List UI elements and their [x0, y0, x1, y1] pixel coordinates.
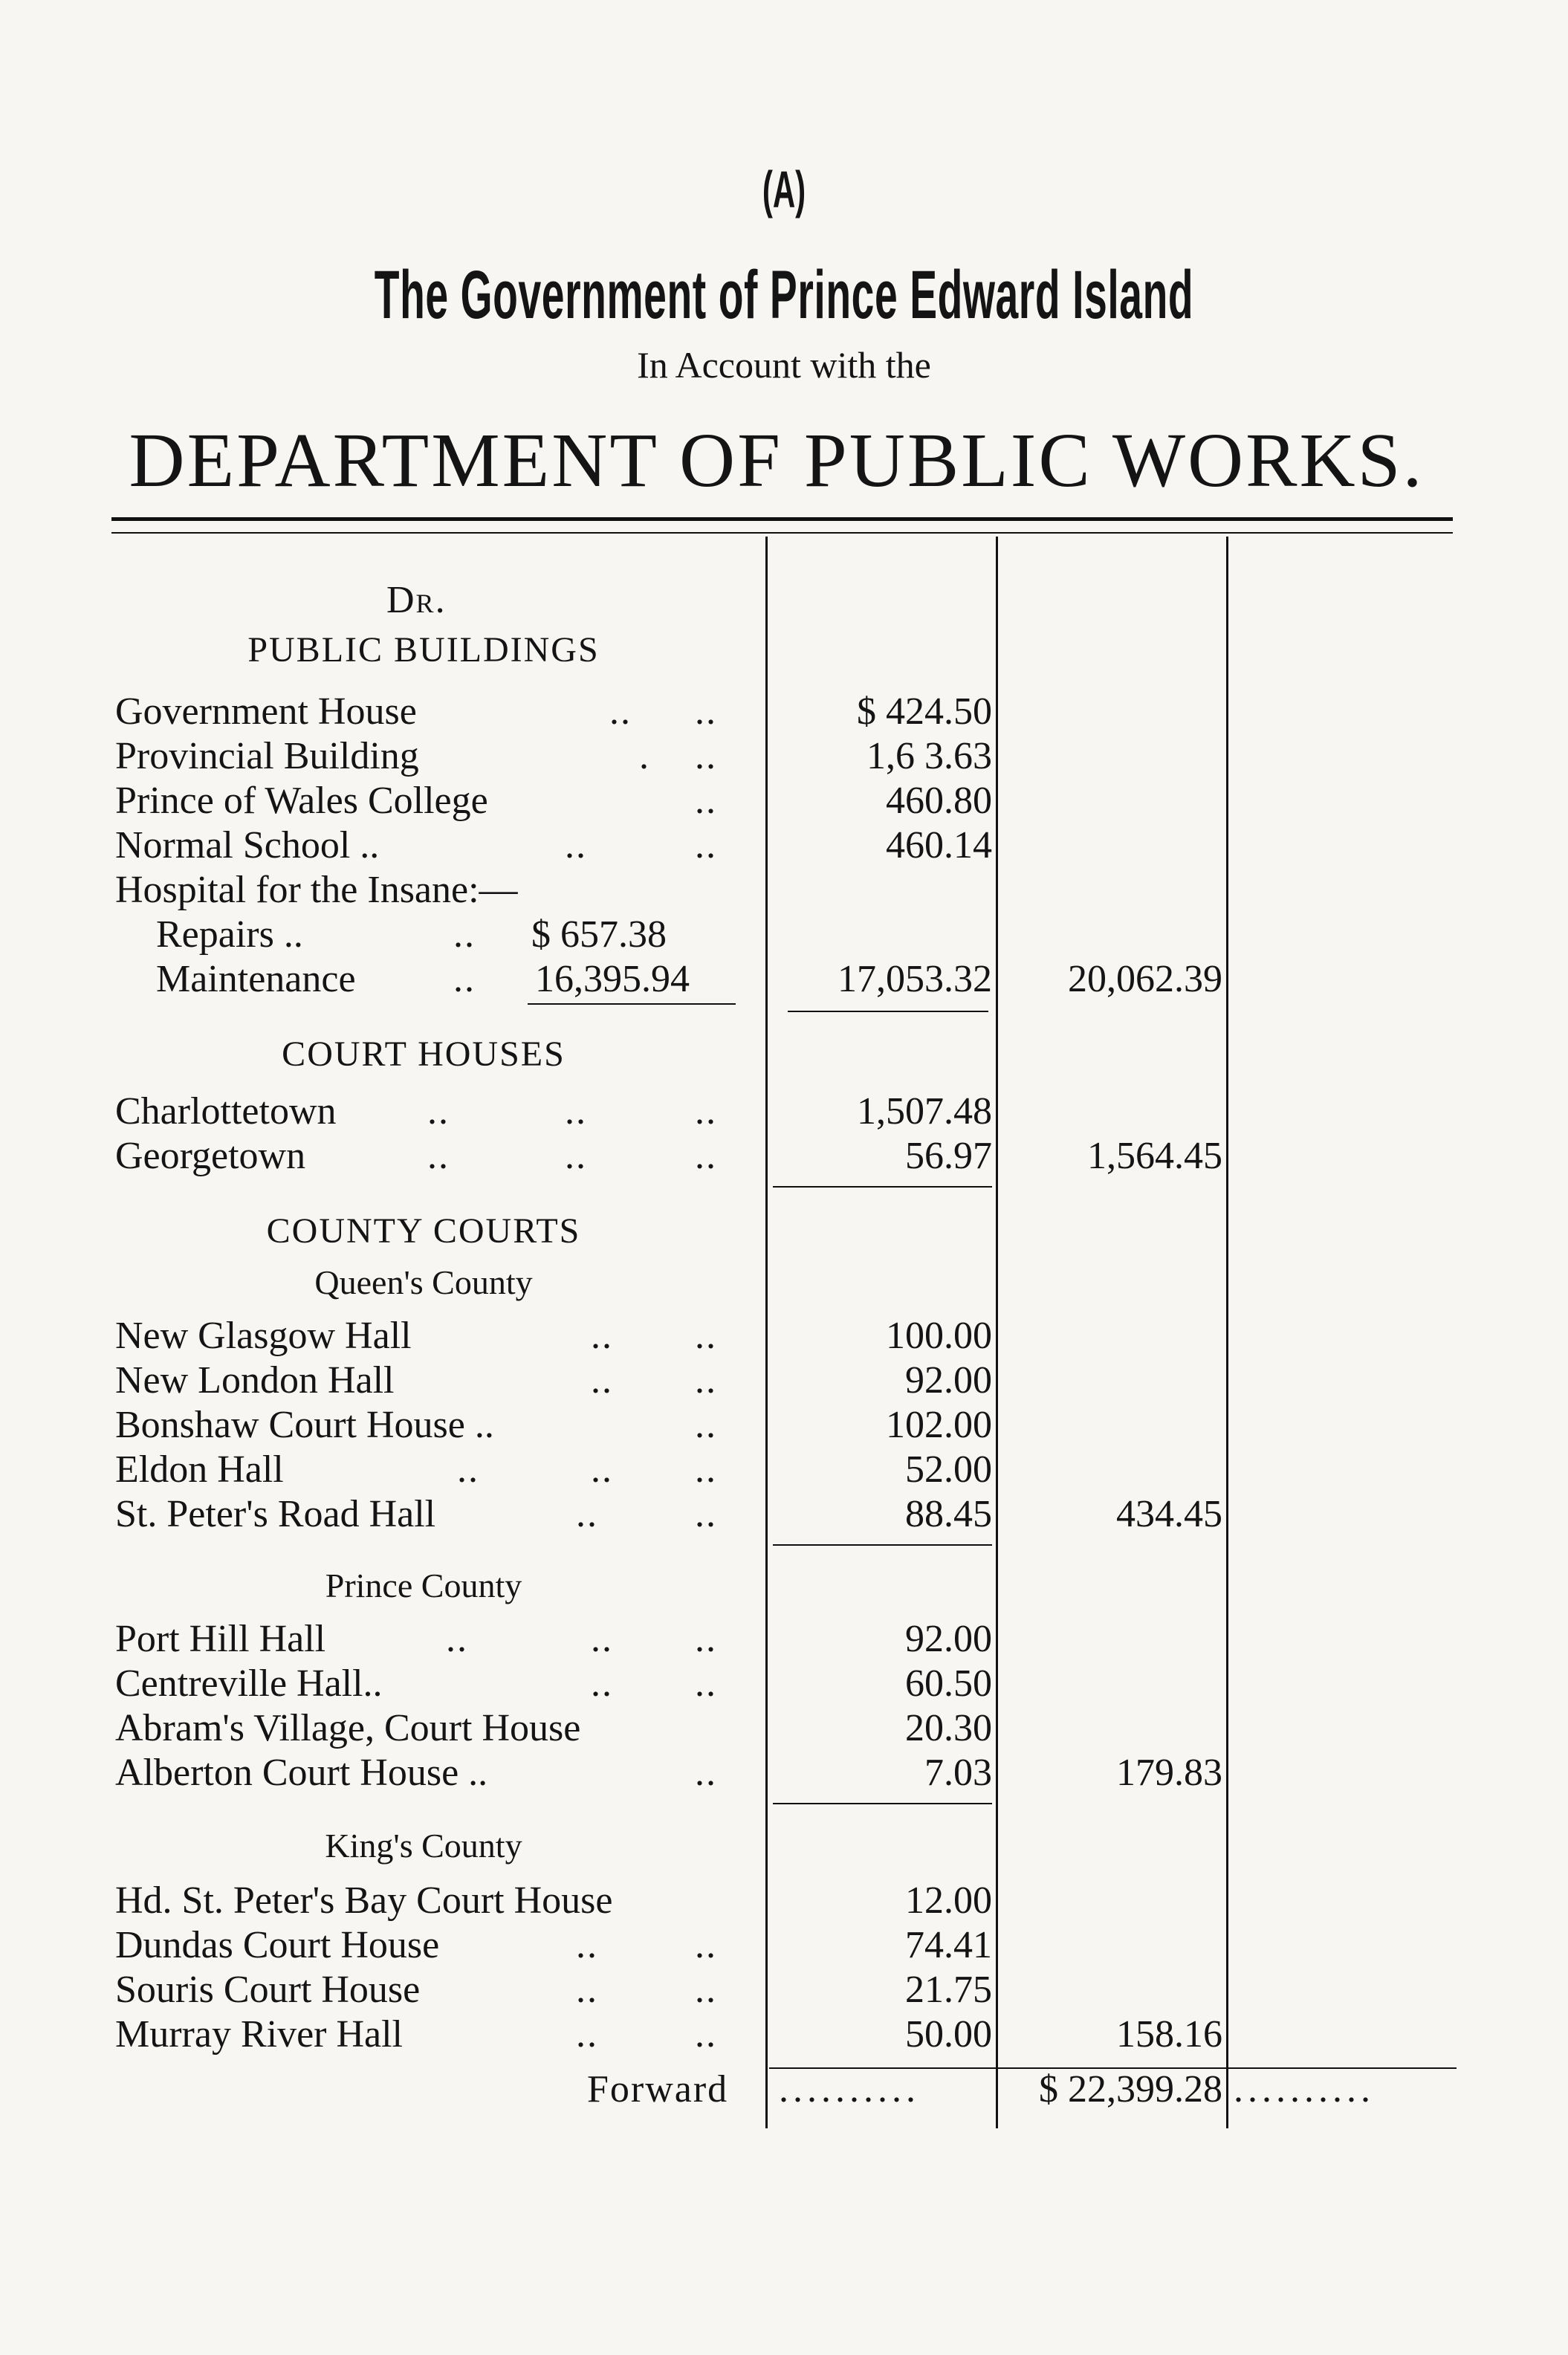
list-item: Souris Court House .. .. 21.75 [115, 1969, 992, 2011]
section-total: 20,062.39 [1068, 958, 1222, 1000]
list-item: Normal School .. .. .. 460.14 [115, 824, 992, 866]
list-item: Port Hill Hall .. .. .. 92.00 [115, 1618, 992, 1660]
list-item: Hd. St. Peter's Bay Court House 12.00 [115, 1879, 992, 1922]
prince-county-heading: Prince County [325, 1567, 522, 1604]
list-item: Alberton Court House .. .. 7.03 [115, 1752, 992, 1794]
column-divider-2 [996, 537, 998, 2128]
list-item: Prince of Wales College .. 460.80 [115, 780, 992, 822]
list-item: New Glasgow Hall .. .. 100.00 [115, 1315, 992, 1357]
subtotal-rule [773, 1186, 992, 1188]
subtotal-rule [773, 1544, 992, 1546]
kings-county-heading: King's County [325, 1827, 522, 1865]
list-item: Centreville Hall.. .. .. 60.50 [115, 1662, 992, 1705]
list-item: Abram's Village, Court House 20.30 [115, 1707, 992, 1749]
subtotal-rule [528, 1003, 736, 1005]
public-buildings-heading: PUBLIC BUILDINGS [247, 630, 600, 670]
list-item: Murray River Hall .. .. 50.00 [115, 2013, 992, 2056]
court-houses-heading: COURT HOUSES [282, 1034, 566, 1074]
list-item: New London Hall .. .. 92.00 [115, 1359, 992, 1402]
list-item: Provincial Building . .. 1,6 3.63 [115, 735, 992, 777]
forward-leader: .......... [779, 2068, 920, 2111]
section-total: 1,564.45 [1087, 1135, 1222, 1177]
list-item: Hospital for the Insane:— [115, 869, 518, 911]
list-item: Georgetown .. .. .. 56.97 [115, 1135, 992, 1177]
section-marker: (A) [762, 161, 806, 218]
section-total: 179.83 [1116, 1752, 1222, 1794]
document-title: The Government of Prince Edward Island [374, 257, 1194, 333]
county-courts-heading: COUNTY COURTS [266, 1211, 581, 1251]
list-item: Dundas Court House .. .. 74.41 [115, 1924, 992, 1966]
section-total: 158.16 [1116, 2013, 1222, 2056]
column-divider-3 [1226, 537, 1228, 2128]
list-item: Maintenance .. 16,395.94 17,053.32 [156, 958, 992, 1000]
subtotal-rule [773, 1803, 992, 1804]
queens-county-heading: Queen's County [314, 1263, 533, 1301]
list-item: Charlottetown .. .. .. 1,507.48 [115, 1090, 992, 1133]
debit-label: Dr. [386, 579, 447, 621]
department-heading: DEPARTMENT OF PUBLIC WORKS. [129, 418, 1425, 503]
section-total: 434.45 [1116, 1493, 1222, 1535]
list-item: St. Peter's Road Hall .. .. 88.45 [115, 1493, 992, 1535]
forward-label: Forward [587, 2068, 729, 2111]
list-item: Bonshaw Court House .. .. 102.00 [115, 1404, 992, 1446]
header-rule-bottom [111, 532, 1453, 534]
list-item: Repairs .. .. $ 657.38 [156, 913, 667, 956]
list-item: Government House .. .. $ 424.50 [115, 690, 992, 733]
list-item: Eldon Hall .. .. .. 52.00 [115, 1448, 992, 1491]
forward-leader: .......... [1234, 2068, 1375, 2111]
document-subtitle: In Account with the [637, 344, 931, 386]
header-rule-top [111, 517, 1453, 521]
subtotal-rule [788, 1011, 988, 1012]
forward-amount: $ 22,399.28 [1039, 2068, 1222, 2111]
